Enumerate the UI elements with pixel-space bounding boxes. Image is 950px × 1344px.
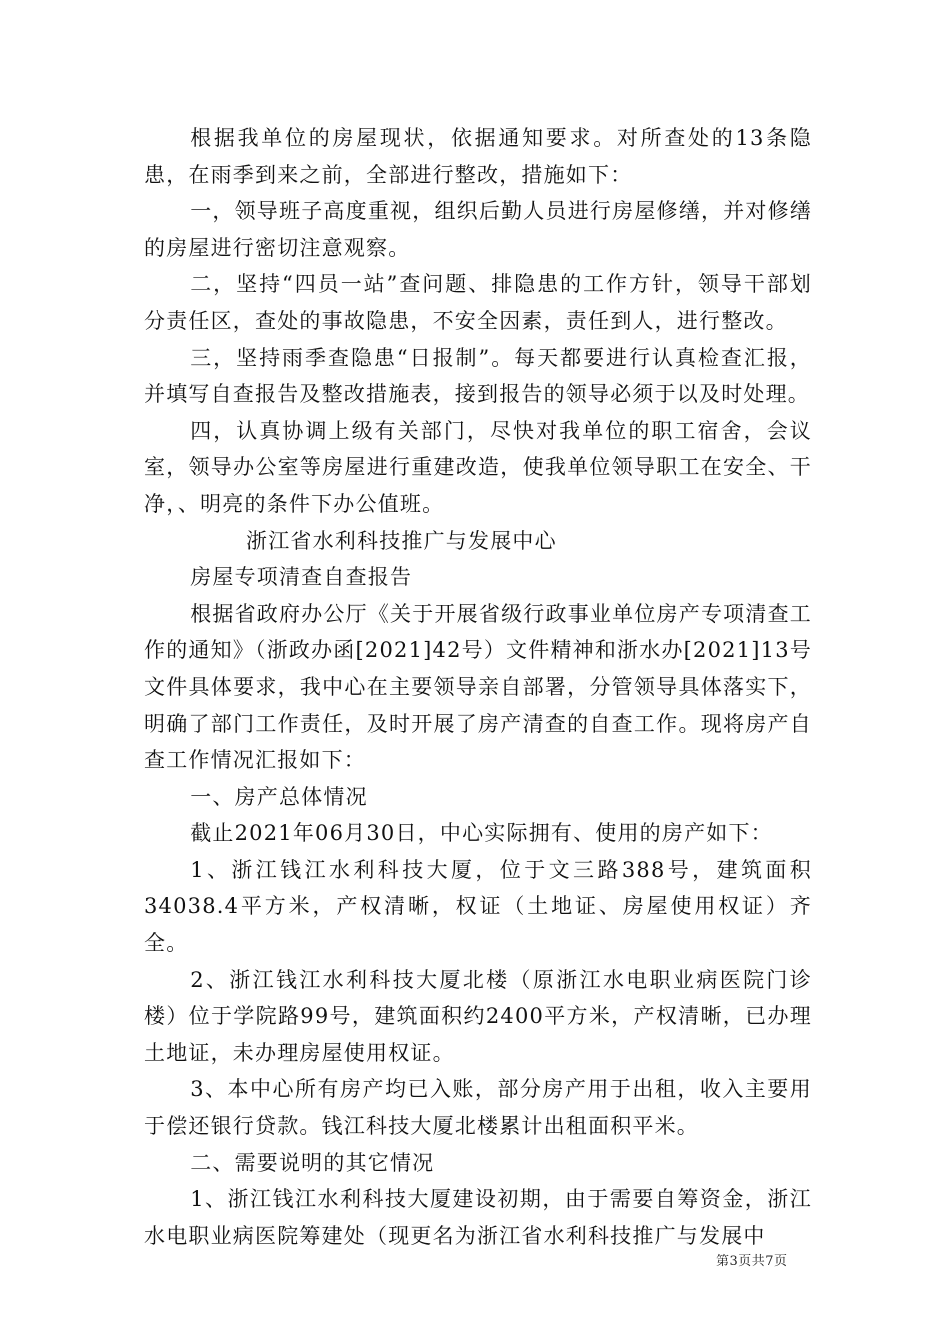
section-heading-1: 一、房产总体情况 — [190, 784, 368, 809]
paragraph-report-intro: 根据省政府办公厅《关于开展省级行政事业单位房产专项清查工作的通知》（浙政办函[2021]42号）文件精神和浙水办[2021]13号文件具体要求，我中心在主要领导亲自部署，分管领导具体落实下，明确了部门工作责任，及时开展了房产清查的自查工作。现将房产自查工作情况汇报如下： — [144, 601, 812, 773]
document-body — [144, 120, 812, 1254]
paragraph-measure-2: 二，坚持“四员一站”查问题、排隐患的工作方针，领导干部划分责任区，查处的事故隐患，不安全因素，责任到人，进行整改。 — [144, 272, 812, 333]
paragraph-intro: 根据我单位的房屋现状，依据通知要求。对所查处的13条隐患，在雨季到来之前，全部进行整改，措施如下： — [144, 126, 812, 187]
section-heading-2: 二、需要说明的其它情况 — [190, 1150, 435, 1175]
paragraph-property-1: 1、浙江钱江水利科技大厦，位于文三路388号，建筑面积34038.4平方米，产权清晰，权证（土地证、房屋使用权证）齐全。 — [144, 857, 812, 956]
organization-title: 浙江省水利科技推广与发展中心 — [246, 528, 557, 553]
paragraph-property-3: 3、本中心所有房产均已入账，部分房产用于出租，收入主要用于偿还银行贷款。钱江科技大厦北楼累计出租面积平米。 — [144, 1077, 812, 1139]
paragraph-measure-3: 三，坚持雨季查隐患“日报制”。每天都要进行认真检查汇报，并填写自查报告及整改措施表，接到报告的领导必须于以及时处理。 — [144, 345, 812, 407]
paragraph-other-1: 1、浙江钱江水利科技大厦建设初期，由于需要自筹资金，浙江水电职业病医院筹建处（现更名为浙江省水利科技推广与发展中 — [144, 1187, 812, 1248]
paragraph-as-of-date: 截止2021年06月30日，中心实际拥有、使用的房产如下： — [190, 821, 773, 846]
paragraph-measure-1: 一，领导班子高度重视，组织后勤人员进行房屋修缮，并对修缮的房屋进行密切注意观察。 — [144, 199, 812, 260]
page-number: 第3页共7页 — [716, 1254, 788, 1269]
paragraph-measure-4: 四，认真协调上级有关部门，尽快对我单位的职工宿舍，会议室，领导办公室等房屋进行重建改造，使我单位领导职工在安全、干净，、明亮的条件下办公值班。 — [144, 418, 812, 516]
paragraph-property-2: 2、浙江钱江水利科技大厦北楼（原浙江水电职业病医院门诊楼）位于学院路99号，建筑面积约2400平方米，产权清晰，已办理土地证，未办理房屋使用权证。 — [144, 967, 812, 1065]
report-title: 房屋专项清查自查报告 — [190, 565, 413, 590]
